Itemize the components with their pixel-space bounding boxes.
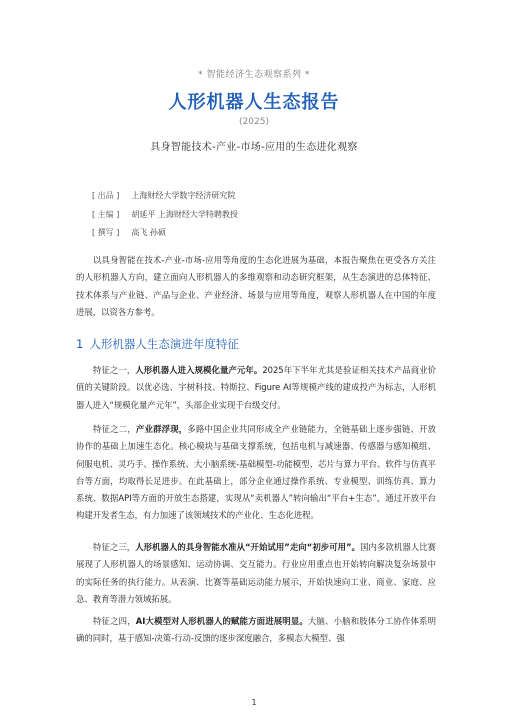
- feature-lead: 特征之二，: [93, 424, 136, 434]
- feature-body: 大脑、小脑和肢体分工协作体系明确的同时，基于感知-决策-行动-反馈的逐步深度融合，多模态大模型、强: [76, 616, 437, 644]
- meta-label: [ 撰写 ]: [92, 228, 120, 237]
- feature-lead: 特征之三，: [93, 542, 136, 552]
- feature-emphasis: 人形机器人的具身智能水准从“开始试用”走向“初步可用”。: [135, 542, 361, 552]
- meta-label: [ 出品 ]: [92, 191, 120, 200]
- intro-paragraph: 以具身智能在技术-产业-市场-应用等角度的生态化进展为基础，本报告聚焦在更受各方关注的人形机器人方向，建立面向人形机器人的多维观察和动态研究框架，从生态演进的总体特征、技术体系与产业链、产品与企业、产业经济、场景与应用等角度，观察人形机器人在中国的年度进展，以资各方参考。: [76, 255, 436, 317]
- feature-paragraph-3: [76, 539, 436, 608]
- page-number: 1: [251, 698, 257, 707]
- section-number: 1: [76, 337, 84, 351]
- feature-paragraph-4: [76, 613, 436, 648]
- feature-paragraph-2: [76, 421, 436, 525]
- feature-paragraph-1: [76, 362, 436, 414]
- feature-emphasis: 产业群浮现，: [135, 424, 188, 434]
- report-title: 人形机器人生态报告: [168, 92, 340, 113]
- feature-body: 多路中国企业共同形成全产业链能力，全链基础上逐步强链、开放协作的基础上加速生态化。核心模块与基础支撑系统，包括电机与减速器、传感器与感知模组、伺服电机、灵巧手、操作系统、大小脑系统-基础模型-功能模型、芯片与算力平台、软件与仿真平台等方面，均取得长足进步。在此基础上，部分企业通过操作系统、专业模型、训练仿真、算力系统、数据API等方面的开放生态搭建，实现从“卖机器人”转向输出“平台+生态”，通过开放平台构建开发者生态，有力加速了该领域技术的产业化、生态化进程。: [76, 424, 437, 521]
- meta-publisher: [92, 190, 235, 201]
- feature-body: 国内多款机器人比赛展现了人形机器人的场景感知、运动协调、交互能力。行业应用重点也开始转向解决复杂场景中的实际任务的执行能力。从表演、比赛等基础运动能力展示，开始快速向工业、商业、家庭、应急、教育等潜力领域拓展。: [76, 542, 437, 604]
- report-year: (2025): [239, 117, 269, 127]
- report-subtitle: 具身智能技术-产业-市场-应用的生态进化观察: [150, 142, 358, 153]
- feature-lead: 特征之一，: [93, 365, 136, 375]
- feature-emphasis: AI大模型对人形机器人的赋能方面进展明显。: [135, 616, 308, 626]
- section-heading: [76, 336, 239, 352]
- feature-emphasis: 人形机器人进入规模化量产元年。: [135, 365, 263, 375]
- meta-label: [ 主编 ]: [92, 210, 120, 219]
- series-name: * 智能经济生态观察系列 *: [198, 70, 310, 80]
- meta-value: 胡延平 上海财经大学特聘教授: [131, 210, 238, 219]
- meta-authors: [92, 227, 166, 238]
- feature-lead: 特征之四，: [93, 616, 136, 626]
- section-title: 人形机器人生态演进年度特征: [89, 337, 239, 351]
- meta-editor: [92, 209, 238, 220]
- meta-value: 高飞 孙硕: [131, 228, 166, 237]
- feature-body: 2025年下半年尤其是验证相关技术产品商业价值的关键阶段。以优必选、宇树科技、特斯拉、Figure AI等规模产线的建成投产为标志，人形机器人进入“规模化量产元年”，头部企业实现千台级交付。: [76, 365, 437, 410]
- meta-value: 上海财经大学数字经济研究院: [131, 191, 236, 200]
